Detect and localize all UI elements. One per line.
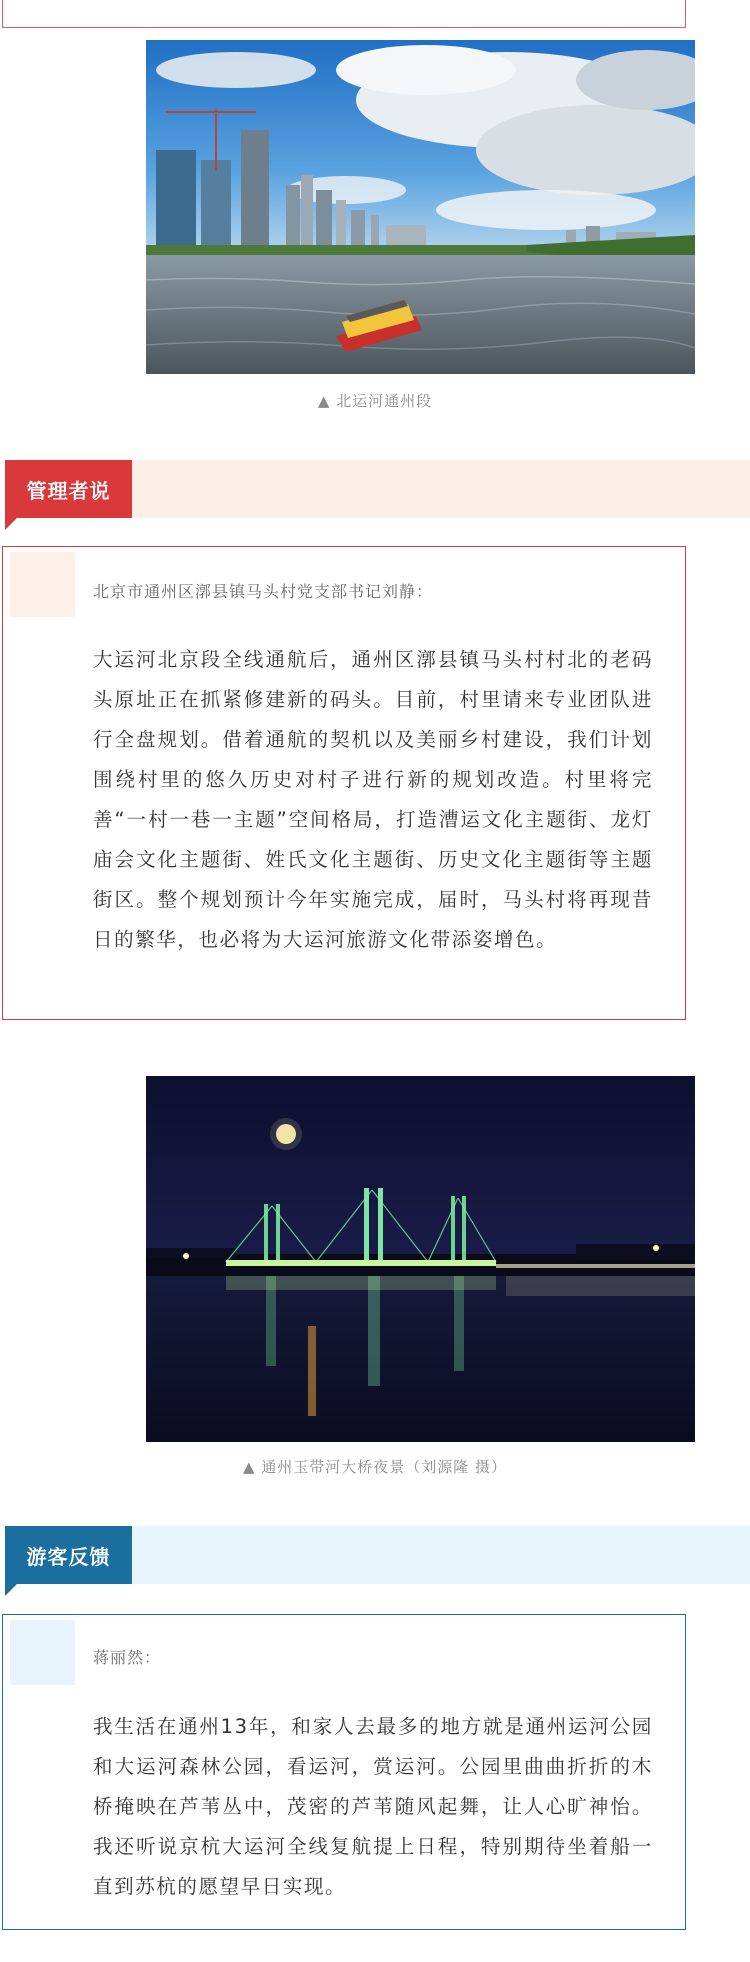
- canal-city-photo: [146, 40, 695, 374]
- quote-body: 大运河北京段全线通航后，通州区漷县镇马头村村北的老码头原址正在抓紧修建新的码头。目前，村里请来专业团队进行全盘规划。借着通航的契机以及美丽乡村建设，我们计划围绕村里的悠久历史对村子进行新的规划改造。村里将完善“一村一巷一主题”空间格局，打造漕运文化主题街、龙灯庙会文化主题街、姓氏文化主题街、历史文化主题街等主题街区。整个规划预计今年实施完成，届时，马头村将再现昔日的繁华，也必将为大运河旅游文化带添姿增色。: [93, 648, 653, 951]
- section-band-background: [130, 460, 750, 518]
- section-header-managers: [0, 460, 750, 518]
- quote-box-corner-decoration: [10, 552, 75, 617]
- quote-body: 我生活在通州13年，和家人去最多的地方就是通州运河公园和大运河森林公园，看运河，赏运河。公园里曲曲折折的木桥掩映在芦苇丛中，茂密的芦苇随风起舞，让人心旷神怡。我还听说京杭大运河全线复航提上日程，特别期待坐着船一直到苏杭的愿望早日实现。: [93, 1715, 653, 1898]
- section-title: 游客反馈: [5, 1526, 132, 1584]
- previous-quote-box-bottom: [2, 0, 686, 28]
- photo-caption: ▲ 通州玉带河大桥夜景（刘源隆 摄）: [242, 1458, 508, 1476]
- photo-caption: ▲ 北运河通州段: [317, 392, 433, 410]
- section-title: 管理者说: [5, 460, 132, 518]
- night-bridge-photo: [146, 1076, 695, 1442]
- quote-box-corner-decoration: [10, 1620, 75, 1685]
- section-band-background: [130, 1526, 750, 1584]
- quote-box: [2, 1614, 686, 1930]
- quote-author: 北京市通州区漷县镇马头村党支部书记刘静：: [93, 582, 434, 601]
- section-title-tail: [5, 518, 17, 530]
- quote-author: 蒋丽然：: [93, 1648, 162, 1667]
- quote-box: [2, 546, 686, 1020]
- section-header-visitors: [0, 1526, 750, 1584]
- section-title-tail: [5, 1584, 17, 1596]
